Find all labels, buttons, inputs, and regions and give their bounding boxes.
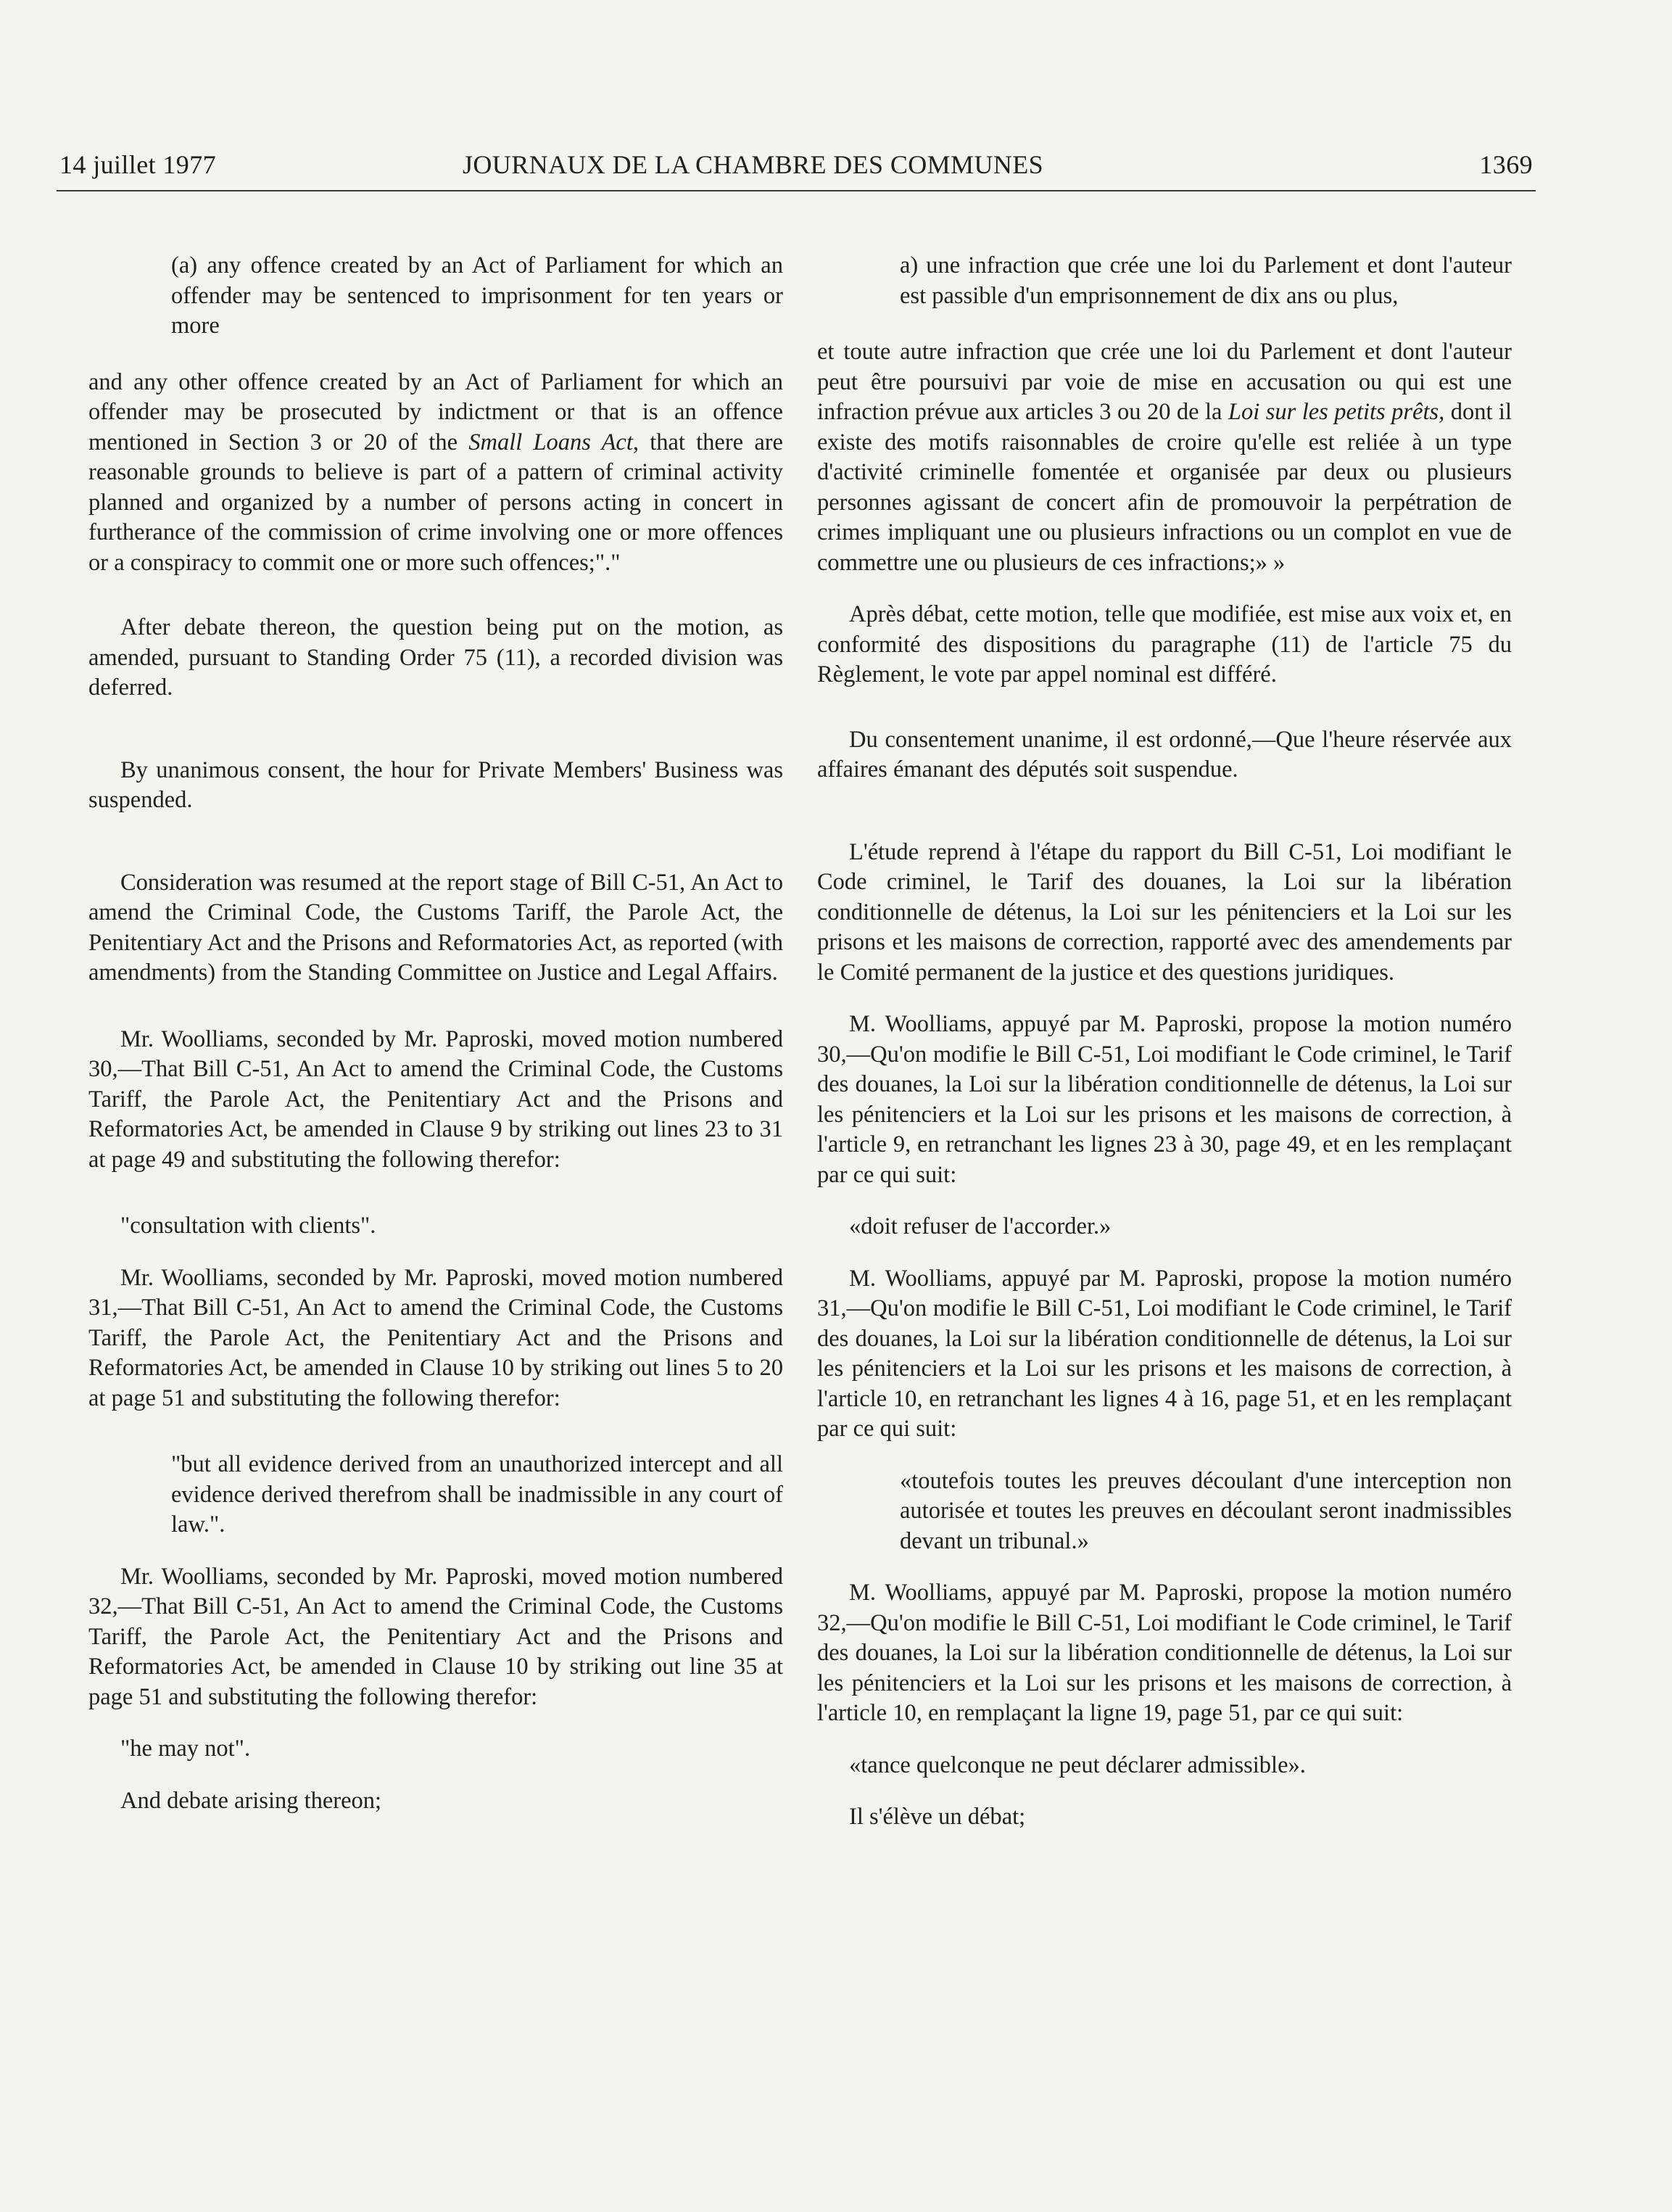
english-debate-deferred: After debate thereon, the question being put on the motion, as amended, pursuant to Standing Order 75 (11), a recorded division was deferred.: [88, 614, 783, 701]
french-debate-deferred: Après débat, cette motion, telle que modifiée, est mise aux voix et, en conformité des dispositions du paragraphe (11) de l'article 75 du Règlement, le vote par appel nominal est différé.: [817, 601, 1512, 688]
page-number: 1369: [1479, 150, 1533, 179]
french-report-stage: L'étude reprend à l'étape du rapport du Bill C-51, Loi modifiant le Code criminel, le Tarif des douanes, la Loi sur la libération conditionnelle de détenus, la Loi sur les pénitenciers et la Loi sur les prisons et les maisons de correction, rapporté avec des amendements par le Comité permanent de la justice et des questions juridiques.: [817, 838, 1512, 986]
header-rule: [57, 190, 1536, 191]
french-debate-arising: Il s'élève un débat;: [849, 1804, 1026, 1830]
french-motion-30: M. Woolliams, appuyé par M. Paproski, propose la motion numéro 30,—Qu'on modifie le Bill C-51, Loi modifiant le Code criminel, le Tarif des douanes, la Loi sur la libération conditionnelle de détenus, la Loi sur les pénitenciers et la Loi sur les prisons et les maisons de correction, à l'article 9, en retranchant les lignes 23 à 30, page 49, et en les remplaçant par ce qui suit:: [817, 1011, 1512, 1188]
french-clause-text-1: et toute autre infraction que crée une loi du Parlement et dont l'auteur peut être poursuivi par voie de mise en accusation ou qui est une infraction prévue aux articles 3 ou 20 de la: [817, 339, 1512, 425]
english-act-title: Small Loans Act: [468, 429, 633, 455]
header-date: 14 juillet 1977: [59, 150, 216, 179]
french-motion-32-text: «tance quelconque ne peut déclarer admissible».: [849, 1751, 1306, 1778]
french-motion-32: M. Woolliams, appuyé par M. Paproski, propose la motion numéro 32,—Qu'on modifie le Bill C-51, Loi modifiant le Code criminel, le Tarif des douanes, la Loi sur la libération conditionnelle de détenus, la Loi sur les pénitenciers et la Loi sur les prisons et les maisons de correction, à l'article 10, en remplaçant la ligne 19, page 51, par ce qui suit:: [817, 1580, 1512, 1726]
english-motion-31-text: "but all evidence derived from an unauthorized intercept and all evidence derived therefrom shall be inadmissible in any court of law.".: [171, 1451, 783, 1538]
french-motion-31-text: «toutefois toutes les preuves découlant d'une interception non autorisée et toutes les preuves en découlant seront inadmissibles devant un tribunal.»: [900, 1467, 1512, 1554]
english-debate-arising: And debate arising thereon;: [120, 1787, 382, 1814]
french-private-members-suspended: Du consentement unanime, il est ordonné,—Que l'heure réservée aux affaires émanant des députés soit suspendue.: [817, 726, 1512, 783]
english-motion-30: Mr. Woolliams, seconded by Mr. Paproski, moved motion numbered 30,—That Bill C-51, An Act to amend the Criminal Code, the Customs Tariff, the Parole Act, the Penitentiary Act and the Prisons and Reformatories Act, be amended in Clause 9 by striking out lines 23 to 31 at page 49 and substituting the following therefor:: [88, 1025, 783, 1173]
french-act-title: Loi sur les petits prêts,: [1228, 399, 1445, 425]
english-offence-clause-other: [88, 368, 783, 579]
french-motion-31: M. Woolliams, appuyé par M. Paproski, propose la motion numéro 31,—Qu'on modifie le Bill C-51, Loi modifiant le Code criminel, le Tarif des douanes, la Loi sur la libération conditionnelle de détenus, la Loi sur les pénitenciers et la Loi sur les prisons et les maisons de correction, à l'article 10, en retranchant les lignes 4 à 16, page 51, et en les remplaçant par ce qui suit:: [817, 1265, 1512, 1442]
english-column: [88, 251, 783, 1838]
english-motion-30-text: "consultation with clients".: [120, 1213, 376, 1239]
french-offence-clause-a: a) une infraction que crée une loi du Parlement et dont l'auteur est passible d'un emprisonnement de dix ans ou plus,: [900, 252, 1512, 309]
french-clause-text-2: dont il existe des motifs raisonnables de croire qu'elle est reliée à un type d'activité criminelle fomentée et organisée par deux ou plusieurs personnes agissant de concert afin de promouvoir la perpétration de crimes impliquant une ou plusieurs infractions ou un complot en vue de commettre une ou plusieurs de ces infractions;» »: [817, 399, 1512, 576]
english-clause-text-2: , that there are reasonable grounds to believe is part of a pattern of criminal activity planned and organized by a number of persons acting in concert in furtherance of the commission of crime involving one or more offences or a conspiracy to commit one or more such offences;".": [88, 429, 783, 576]
page-header: [59, 149, 1533, 192]
english-clause-text-1: and any other offence created by an Act of Parliament for which an offender may be prosecuted by indictment or that is an offence mentioned in Section 3 or 20 of the: [88, 368, 783, 455]
english-motion-32: Mr. Woolliams, seconded by Mr. Paproski, moved motion numbered 32,—That Bill C-51, An Act to amend the Criminal Code, the Customs Tariff, the Parole Act, the Penitentiary Act and the Prisons and Reformatories Act, be amended in Clause 10 by striking out line 35 at page 51 and substituting the following therefor:: [88, 1563, 783, 1710]
english-report-stage: Consideration was resumed at the report stage of Bill C-51, An Act to amend the Criminal Code, the Customs Tariff, the Parole Act, the Penitentiary Act and the Prisons and Reformatories Act, as reported (with amendments) from the Standing Committee on Justice and Legal Affairs.: [88, 869, 783, 986]
french-offence-clause-other: [817, 337, 1512, 578]
english-offence-clause-a: (a) any offence created by an Act of Parliament for which an offender may be sentenced to imprisonment for ten years or more: [171, 252, 783, 339]
english-motion-32-text: "he may not".: [120, 1736, 251, 1762]
journal-title: JOURNAUX DE LA CHAMBRE DES COMMUNES: [463, 150, 1044, 179]
english-motion-31: Mr. Woolliams, seconded by Mr. Paproski, moved motion numbered 31,—That Bill C-51, An Act to amend the Criminal Code, the Customs Tariff, the Parole Act, the Penitentiary Act and the Prisons and Reformatories Act, be amended in Clause 10 by striking out lines 5 to 20 at page 51 and substituting the following therefor:: [88, 1264, 783, 1411]
english-private-members-suspended: By unanimous consent, the hour for Private Members' Business was suspended.: [88, 756, 783, 813]
french-motion-30-text: «doit refuser de l'accorder.»: [849, 1213, 1112, 1239]
french-column: [817, 251, 1512, 1854]
